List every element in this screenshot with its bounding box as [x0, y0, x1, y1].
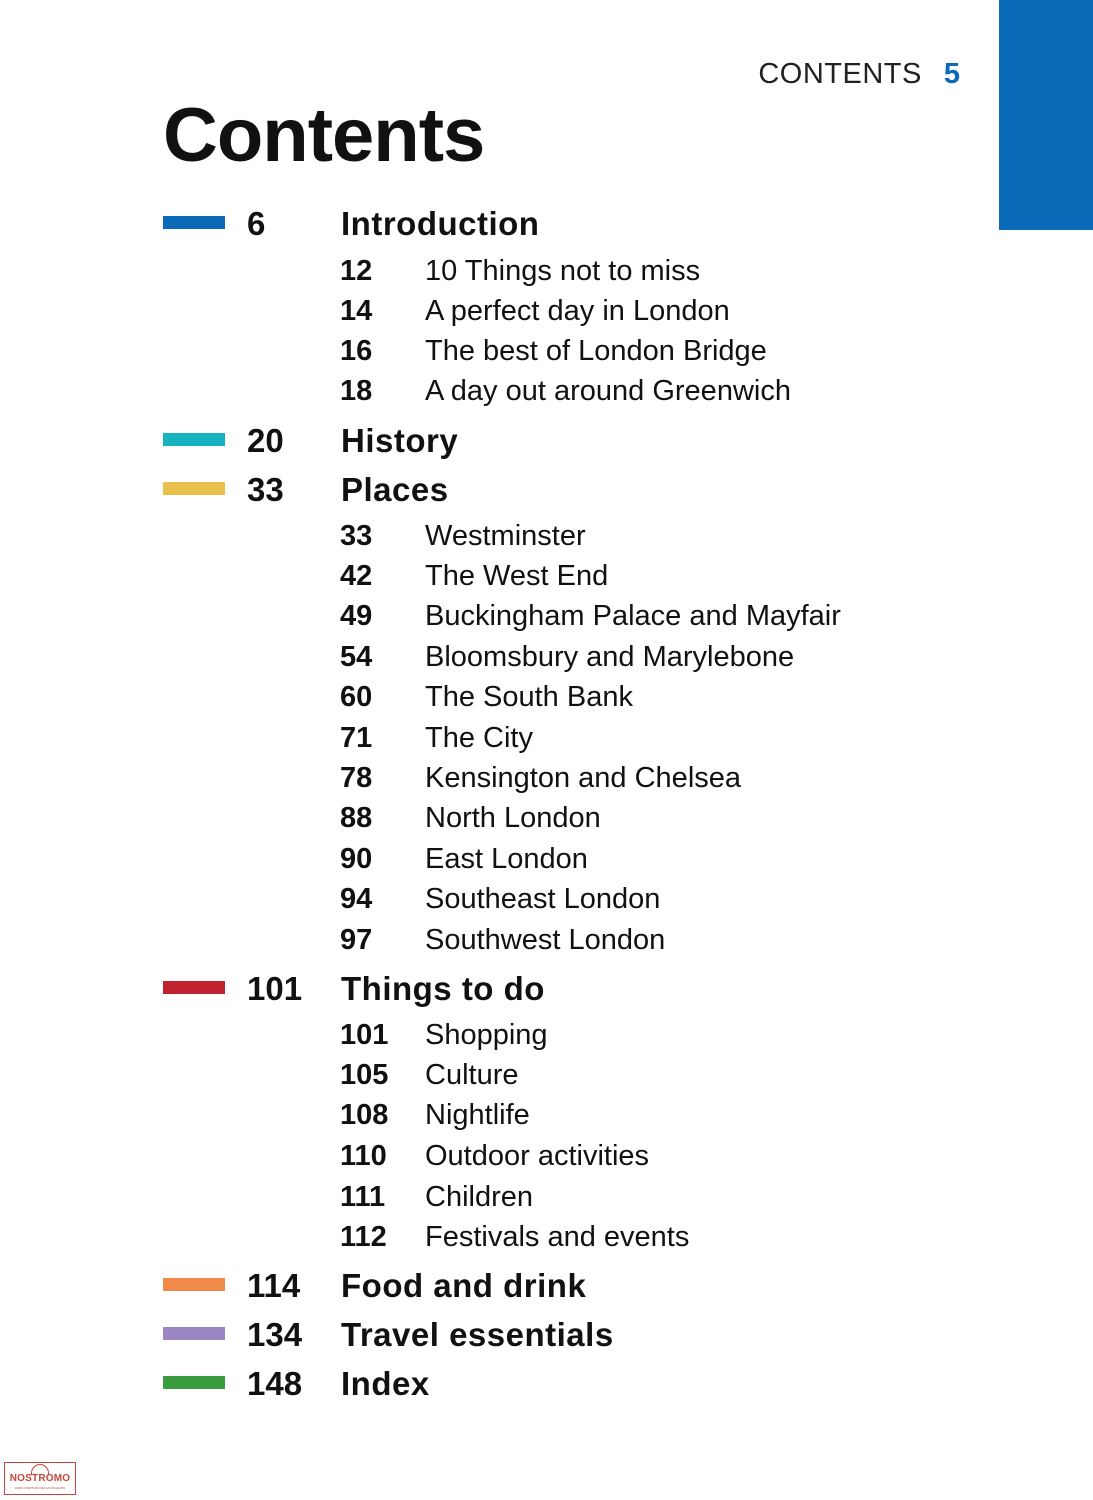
entry-title: Bloomsbury and Marylebone: [425, 641, 795, 673]
page-title: Contents: [163, 93, 485, 178]
entry-title: 10 Things not to miss: [425, 255, 701, 287]
section-title: Introduction: [341, 205, 540, 242]
chapter-tab: [999, 0, 1093, 230]
section-page-number: 114: [247, 1267, 301, 1304]
section-color-bar: [163, 216, 225, 229]
entry-page-number: 108: [340, 1099, 389, 1131]
entry-title: Festivals and events: [425, 1221, 690, 1253]
section-title: Places: [341, 471, 449, 508]
entry-title: The best of London Bridge: [425, 335, 767, 367]
entry-page-number: 90: [340, 843, 373, 875]
entry-title: A day out around Greenwich: [425, 375, 791, 407]
section-title: History: [341, 422, 459, 459]
running-header: [758, 58, 960, 91]
publisher-logo: [4, 1462, 76, 1495]
running-header-label: CONTENTS: [758, 58, 922, 90]
logo-tagline: WEB COMPTOIR DES VOYAGEURS: [14, 1486, 66, 1490]
entry-page-number: 111: [340, 1181, 386, 1213]
entry-title: Southwest London: [425, 924, 666, 956]
entry-page-number: 16: [340, 335, 373, 367]
section-page-number: 101: [247, 970, 303, 1007]
entry-title: The West End: [425, 560, 609, 592]
section-title: Travel essentials: [341, 1316, 614, 1353]
entry-page-number: 110: [340, 1140, 387, 1172]
section-color-bar: [163, 981, 225, 994]
entry-title: The City: [425, 722, 533, 754]
entry-page-number: 101: [340, 1019, 389, 1051]
section-color-bar: [163, 433, 225, 446]
entry-page-number: 42: [340, 560, 373, 592]
entry-title: The South Bank: [425, 681, 633, 713]
entry-page-number: 60: [340, 681, 373, 713]
section-color-bar: [163, 1376, 225, 1389]
entry-page-number: 12: [340, 255, 373, 287]
entry-title: Kensington and Chelsea: [425, 762, 742, 794]
entry-title: Shopping: [425, 1019, 548, 1051]
entry-title: East London: [425, 843, 588, 875]
entry-title: Outdoor activities: [425, 1140, 650, 1172]
section-color-bar: [163, 1327, 225, 1340]
entry-title: Culture: [425, 1059, 519, 1091]
logo-name: NOSTROMO: [9, 1473, 71, 1484]
entry-page-number: 54: [340, 641, 373, 673]
section-page-number: 148: [247, 1365, 303, 1402]
entry-page-number: 18: [340, 375, 373, 407]
entry-title: A perfect day in London: [425, 295, 730, 327]
entry-title: Children: [425, 1181, 533, 1213]
entry-title: Buckingham Palace and Mayfair: [425, 600, 841, 632]
section-page-number: 134: [247, 1316, 303, 1353]
entry-page-number: 71: [340, 722, 373, 754]
entry-page-number: 88: [340, 802, 373, 834]
section-title: Things to do: [341, 970, 545, 1007]
entry-page-number: 49: [340, 600, 373, 632]
page-number: 5: [943, 58, 960, 90]
entry-page-number: 78: [340, 762, 373, 794]
entry-title: Nightlife: [425, 1099, 530, 1131]
entry-page-number: 105: [340, 1059, 389, 1091]
entry-page-number: 97: [340, 924, 373, 956]
entry-page-number: 94: [340, 883, 373, 915]
section-page-number: 6: [247, 205, 266, 242]
section-title: Index: [341, 1365, 430, 1402]
section-page-number: 33: [247, 471, 284, 508]
entry-page-number: 14: [340, 295, 373, 327]
entry-title: Southeast London: [425, 883, 661, 915]
section-page-number: 20: [247, 422, 284, 459]
section-color-bar: [163, 482, 225, 495]
entry-title: Westminster: [425, 520, 586, 552]
entry-page-number: 33: [340, 520, 373, 552]
entry-page-number: 112: [340, 1221, 387, 1253]
section-title: Food and drink: [341, 1267, 587, 1304]
section-color-bar: [163, 1278, 225, 1291]
entry-title: North London: [425, 802, 601, 834]
